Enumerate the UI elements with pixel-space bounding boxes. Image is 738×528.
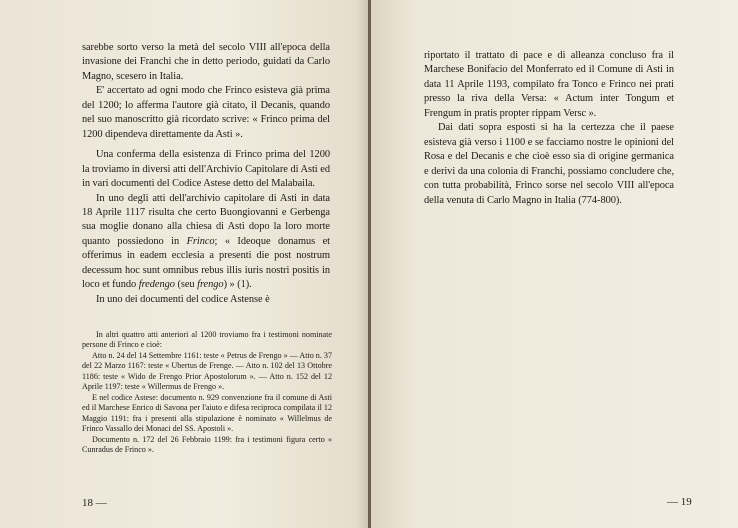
paragraph: Dai dati sopra esposti si ha la certezza che il paese esisteva già verso i 1100 e se facciamo nostre le opinioni del Rosa e del Decanis e che cioè esso sia di origine germanica e derivi da una colonia di Franchi, possiamo concludere che, con tutta probabilità, Frinco sorse nel secolo VIII all'epoca della venuta di Carlo Magno in Italia (774-800). bbox=[424, 122, 674, 206]
footnote bbox=[82, 330, 332, 455]
left-page-body bbox=[82, 41, 330, 307]
paragraph: riportato il trattato di pace e di alleanza concluso fra il Marchese Bonifacio del Monferrato ed il Comune di Asti in data 11 Aprile 1193, compilato fra Tonco e Frinco nei prati presso la riva della Versa: « Actum inter Tongum et Frengum in pratis propter rippam Versc ». bbox=[424, 50, 674, 119]
italic-term: fredengo bbox=[138, 279, 175, 291]
right-page-body bbox=[424, 49, 674, 208]
paragraph: E' accertato ad ogni modo che Frinco esisteva già prima del 1200; lo afferma l'autore già citato, il Decanis, quando nel suo manoscritto già ricordato scrive: « Frinco prima del 1200 dipendeva direttamente da Asti ». bbox=[82, 85, 330, 140]
italic-term: frengo bbox=[197, 279, 224, 291]
paragraph-text: In uno degli atti dell'archivio capitolare di Asti in data 18 Aprile 1117 risulta che certo Buongiovanni e Gerbenga sua moglie donano alla chiesa di Asti dopo la loro morte quanto possiedono in bbox=[82, 192, 330, 247]
gutter-shadow bbox=[356, 0, 368, 528]
paragraph: In uno dei documenti del codice Astense è bbox=[96, 293, 270, 305]
footnote-paragraph: In altri quattro atti anteriori al 1200 troviamo fra i testimoni nominate persone di Frinco e cioè: bbox=[82, 330, 332, 350]
footnote-paragraph: Documento n. 172 del 26 Febbraio 1199: fra i testimoni figura certo « Cunradus de Frinco ». bbox=[82, 434, 332, 454]
paragraph: Una conferma della esistenza di Frinco prima del 1200 la troviamo in diversi atti dell'Archivio Capitolare di Asti ed in vari documenti del Codice Astese detto del Malabaila. bbox=[82, 149, 330, 190]
footnote-paragraph: E nel codice Astese: documento n. 929 convenzione fra il comune di Asti ed il Marchese Enrico di Savona per l'aiuto e difesa reciproca compilata il 12 Maggio 1191: fra i presenti alla stipulazione è nominato « Willelmus de Frinco Vassallo dei Monaci del SS. Apostoli ». bbox=[82, 392, 332, 434]
footnote-paragraph: Atto n. 24 del 14 Settembre 1161: teste « Petrus de Frengo » — Atto n. 37 del 22 Marzo 1167: teste « Ubertus de Frenge. — Atto n. 102 del 13 Ottobre 1186: teste « Wido de Frengo Prior Apostolorum ». — Atto n. 152 del 12 Aprile 1197: teste « Willermus de Frengo ». bbox=[82, 350, 332, 392]
paragraph-with-quote bbox=[82, 192, 330, 293]
paragraph-text: (seu bbox=[174, 279, 198, 291]
paragraph-text: ; « Ideoque donamus et offerimus in eadem ecclesia a presenti die post nostrum decessum hoc sunt omnibus rebus illis iuris nostri positis in loco et fundo bbox=[82, 235, 330, 291]
right-page bbox=[371, 0, 738, 528]
page-number: — 19 bbox=[667, 496, 692, 508]
paragraph: sarebbe sorto verso la metà del secolo VIII all'epoca della invasione dei Franchi che in detto periodo, guidati da Carlo Magno, scesero in Italia. bbox=[82, 42, 330, 82]
page-number: 18 — bbox=[82, 497, 107, 509]
italic-term: Frinco bbox=[186, 235, 215, 247]
paragraph-text: ) » (1). bbox=[223, 279, 252, 291]
